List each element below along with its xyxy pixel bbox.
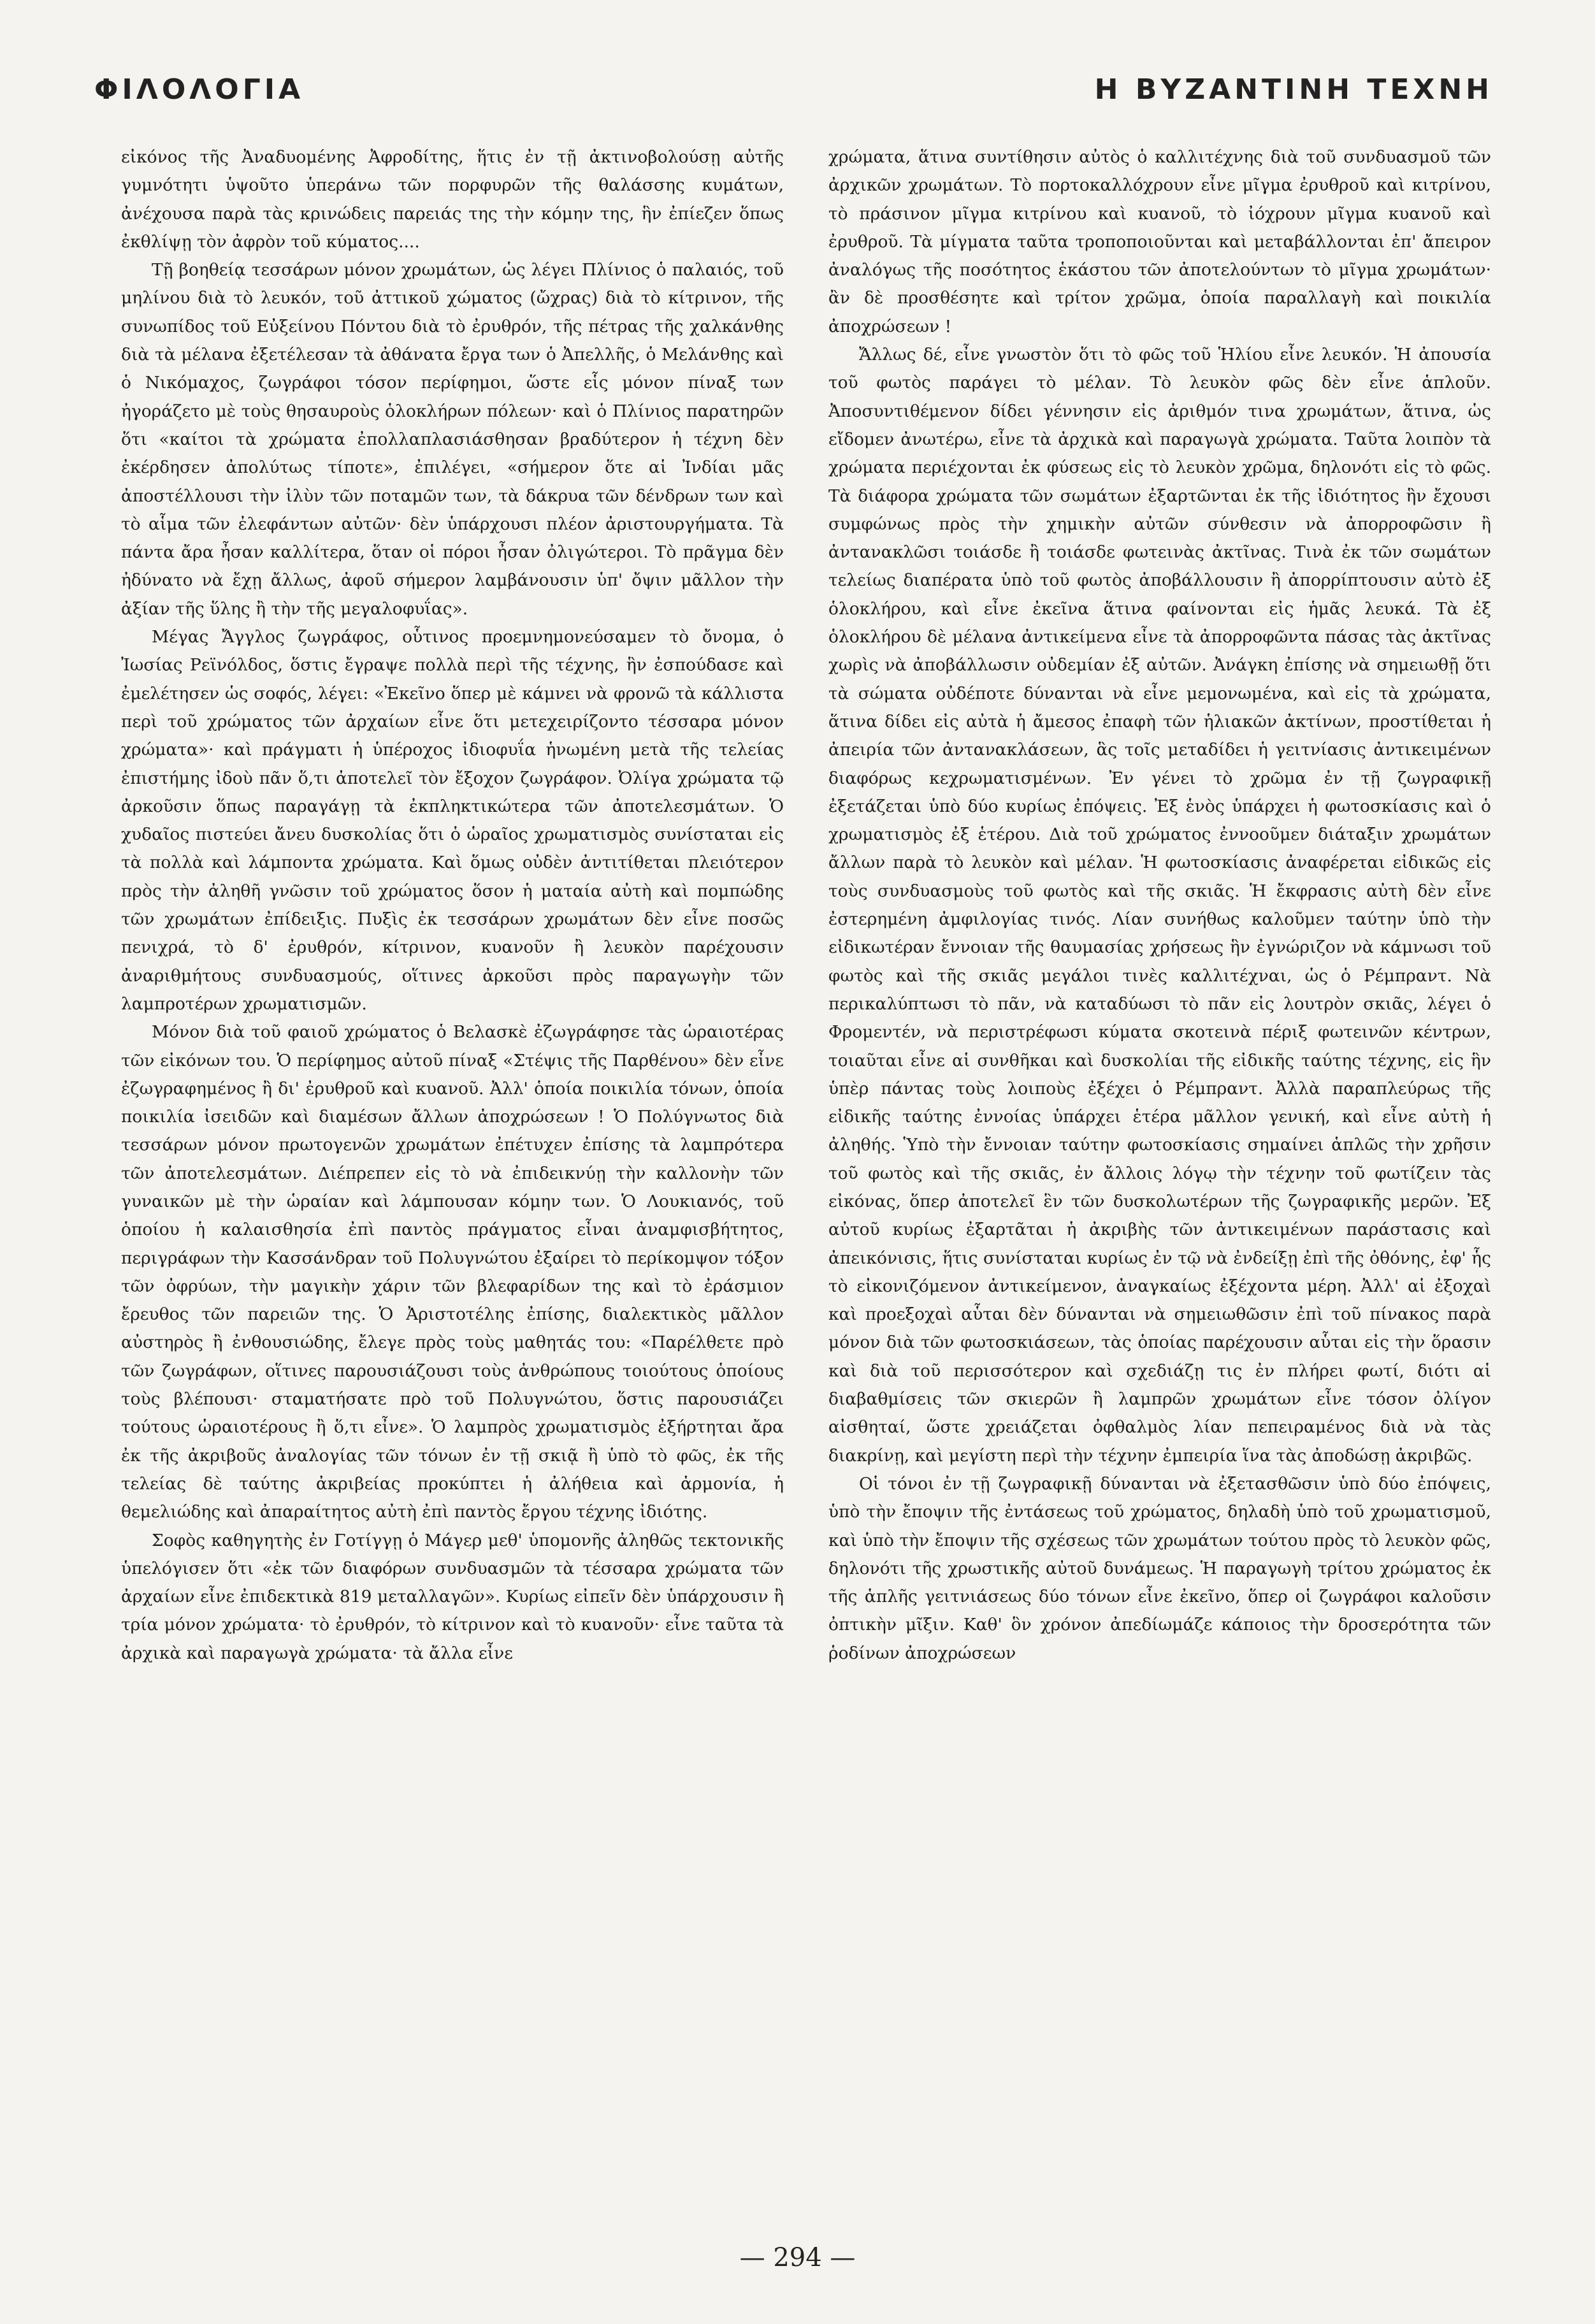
paragraph: Ἄλλως δέ, εἶνε γνωστὸν ὅτι τὸ φῶς τοῦ Ἡλίου εἶνε λευκόν. Ἡ ἀπουσία τοῦ φωτὸς παράγει τὸ μέλαν. Τὸ λευκὸν φῶς δὲν εἶνε ἁπλοῦν. Ἀποσυντιθέμενον δίδει γέννησιν εἰς ἀριθμόν τινα χρωμάτων, ἅτινα, ὡς εἴδομεν ἀνωτέρω, εἶνε τὰ ἀρχικὰ καὶ παραγωγὰ χρώματα. Ταῦτα λοιπὸν τὰ χρώματα περιέχονται ἐκ φύσεως εἰς τὸ λευκὸν χρῶμα, δηλονότι εἰς τὸ φῶς. Τὰ διάφορα χρώματα τῶν σωμάτων ἐξαρτῶνται ἐκ τῆς ἰδιότητος ἣν ἔχουσι συμφώνως πρὸς τὴν χημικὴν αὐτῶν σύνθεσιν νὰ ἀπορροφῶσιν ἢ ἀντανακλῶσι τοιάσδε ἢ τοιάσδε φωτεινὰς ἀκτῖνας. Τινὰ ἐκ τῶν σωμάτων τελείως διαπέρατα ὑπὸ τοῦ φωτὸς ἀποβάλλουσιν ἢ ἀπορρίπτουσιν αὐτὸ ἐξ ὁλοκλήρου, καὶ εἶνε ἐκεῖνα ἅτινα φαίνονται εἰς ἡμᾶς λευκά. Τὰ ἐξ ὁλοκλήρου δὲ μέλανα ἀντικείμενα εἶνε τὰ ἀπορροφῶντα πάσας τὰς ἀκτῖνας χωρὶς νὰ ἀποβάλλωσιν οὐδεμίαν ἐξ αὐτῶν. Ἀνάγκη ἐπίσης νὰ σημειωθῇ ὅτι τὰ σώματα οὐδέποτε δύνανται νὰ εἶνε μεμονωμένα, καὶ εἰς τὰ χρώματα, ἅτινα δίδει εἰς αὐτὰ ἡ ἄμεσος ἐπαφὴ τῶν ἡλιακῶν ἀκτίνων, προστίθεται ἡ ἀπειρία τῶν ἀντανακλάσεων, ἃς τοῖς μεταδίδει ἡ γειτνίασις ἀντικειμένων διαφόρως κεχρωματισμένων. Ἐν γένει τὸ χρῶμα ἐν τῇ ζωγραφικῇ ἐξετάζεται ὑπὸ δύο κυρίως ἐπόψεις. Ἐξ ἑνὸς ὑπάρχει ἡ φωτοσκίασις καὶ ὁ χρωματισμὸς ἐξ ἑτέρου. Διὰ τοῦ χρώματος ἐννοοῦμεν διάταξιν χρωμάτων ἄλλων παρὰ τὸ λευκὸν καὶ μέλαν. Ἡ φωτοσκίασις ἀναφέρεται εἰδικῶς εἰς τοὺς συνδυασμοὺς τοῦ φωτὸς καὶ τῆς σκιᾶς. Ἡ ἔκφρασις αὐτὴ δὲν εἶνε ἐστερημένη ἀμφιλογίας τινός. Λίαν συνήθως καλοῦμεν ταύτην ὑπὸ τὴν εἰδικωτέραν ἔννοιαν τῆς θαυμασίας χρήσεως ἣν ἐγνώριζον νὰ κάμνωσι τοῦ φωτὸς καὶ τῆς σκιᾶς μεγάλοι τινὲς καλλιτέχναι, ὡς ὁ Ρέμπραντ. Νὰ περικαλύπτωσι τὸ πᾶν, νὰ καταδύωσι τὸ πᾶν εἰς λουτρὸν σκιᾶς, λέγει ὁ Φρομεντέν, νὰ περιστρέφωσι κύματα σκοτεινὰ πέριξ φωτεινῶν κέντρων, τοιαῦται εἶνε αἱ συνθῆκαι καὶ δυσκολίαι τῆς εἰδικῆς ταύτης τέχνης, εἰς ἣν ὑπὲρ πάντας τοὺς λοιποὺς ἐξέχει ὁ Ρέμπραντ. Ἀλλὰ παραπλεύρως τῆς εἰδικῆς ταύτης ἐννοίας ὑπάρχει ἑτέρα μᾶλλον γενική, καὶ εἶνε αὐτὴ ἡ ἀληθής. Ὑπὸ τὴν ἔννοιαν ταύτην φωτοσκίασις σημαίνει ἁπλῶς τὴν χρῆσιν τοῦ φωτὸς καὶ τῆς σκιᾶς, ἐν ἄλλοις λόγῳ τὴν τέχνην τοῦ φωτίζειν τὰς εἰκόνας, ὅπερ ἀποτελεῖ ἓν τῶν δυσκολωτέρων τῆς ζωγραφικῆς μερῶν. Ἐξ αὐτοῦ κυρίως ἐξαρτᾶται ἡ ἀκριβὴς τῶν ἀντικειμένων παράστασις καὶ ἀπεικόνισις, ἥτις συνίσταται κυρίως ἐν τῷ νὰ ἐνδείξῃ ἐπὶ τῆς ὀθόνης, ἐφ' ἧς τὸ εἰκονιζόμενον ἀντικείμενον, ἀναγκαίως ἐξέχοντα μέρη. Ἀλλ' αἱ ἐξοχαὶ καὶ προεξοχαὶ αὗται δὲν δύνανται νὰ σημειωθῶσιν ἐπὶ τοῦ πίνακος παρὰ μόνον διὰ τῶν φωτοσκιάσεων, τὰς ὁποίας παρέχουσιν αὗται εἰς τὴν ὅρασιν καὶ διὰ τοῦ περισσότερον καὶ σχεδιάζῃ τις ἐν πλήρει φωτί, διότι αἱ διαβαθμίσεις τῶν σκιερῶν ἢ λαμπρῶν χρωμάτων εἶνε τόσον ὀλίγον αἰσθηταί, ὥστε χρειάζεται ὀφθαλμὸς λίαν πεπειραμένος διὰ νὰ τὰς διακρίνῃ, καὶ μεγίστη περὶ τὴν τέχνην ἐμπειρία ἵνα τὰς ἀποδώσῃ ἀκριβῶς. [828, 345, 1491, 1466]
paragraph: χρώματα, ἅτινα συντίθησιν αὐτὸς ὁ καλλιτέχνης διὰ τοῦ συνδυασμοῦ τῶν ἀρχικῶν χρωμάτων. Τὸ πορτοκαλλόχρουν εἶνε μῖγμα ἐρυθροῦ καὶ κιτρίνου, τὸ πράσινον μῖγμα κιτρίνου καὶ κυανοῦ, τὸ ἰόχρουν μῖγμα κυανοῦ καὶ ἐρυθροῦ. Τὰ μίγματα ταῦτα τροποποιοῦνται καὶ μεταβάλλονται ἐπ' ἄπειρον ἀναλόγως τῆς ποσότητος ἑκάστου τῶν ἀποτελούντων τὸ μῖγμα χρωμάτων· ἂν δὲ προσθέσητε καὶ τρίτον χρῶμα, ὁποία παραλλαγὴ καὶ ποικιλία ἀποχρώσεων ! [828, 147, 1491, 336]
paragraph: Σοφὸς καθηγητὴς ἐν Γοτίγγῃ ὁ Μάγερ μεθ' ὑπομονῆς ἀληθῶς τεκτονικῆς ὑπελόγισεν ὅτι «ἐκ τῶν διαφόρων συνδυασμῶν τὰ τέσσαρα χρώματα τῶν ἀρχαίων εἶνε ἐπιδεκτικὰ 819 μεταλλαγῶν». Κυρίως εἰπεῖν δὲν ὑπάρχουσιν ἢ τρία μόνον χρώματα· τὸ ἐρυθρόν, τὸ κίτρινον καὶ τὸ κυανοῦν· εἶνε ταῦτα τὰ ἀρχικὰ καὶ παραγωγὰ χρώματα· τὰ ἄλλα εἶνε [121, 1530, 784, 1663]
paragraph: Οἱ τόνοι ἐν τῇ ζωγραφικῇ δύνανται νὰ ἐξετασθῶσιν ὑπὸ δύο ἐπόψεις, ὑπὸ τὴν ἔποψιν τῆς ἐντάσεως τοῦ χρώματος, δηλαδὴ ὑπὸ τοῦ χρωματισμοῦ, καὶ ὑπὸ τὴν ἔποψιν τῆς σχέσεως τῶν χρωμάτων τούτου πρὸς τὸ λευκὸν φῶς, δηλονότι τῆς χρωστικῆς αὐτοῦ δυνάμεως. Ἡ παραγωγὴ τρίτου χρώματος ἐκ τῆς ἁπλῆς γειτνιάσεως δύο τόνων εἶνε ἐκεῖνο, ὅπερ οἱ ζωγράφοι καλοῦσιν ὀπτικὴν μῖξιν. Καθ' ὃν χρόνον ἀπεδίωμάζε κάποιος τὴν δροσερότητα τῶν ῥοδίνων ἀποχρώσεων [828, 1473, 1491, 1663]
paragraph: εἰκόνος τῆς Ἀναδυομένης Ἀφροδίτης, ἥτις ἐν τῇ ἀκτινοβολούσῃ αὐτῆς γυμνότητι ὑψοῦτο ὑπεράνω τῶν πορφυρῶν τῆς θαλάσσης κυμάτων, ἀνέχουσα παρὰ τὰς κρινώδεις παρειάς της τὴν κόμην της, ἣν ἐπίεζεν ὅπως ἐκθλίψῃ τὸν ἀφρὸν τοῦ κύματος.... [121, 147, 784, 252]
paragraph: Τῇ βοηθείᾳ τεσσάρων μόνον χρωμάτων, ὡς λέγει Πλίνιος ὁ παλαιός, τοῦ μηλίνου διὰ τὸ λευκόν, τοῦ ἀττικοῦ χώματος (ὤχρας) διὰ τὸ κίτρινον, τῆς συνωπίδος τοῦ Εὐξείνου Πόντου διὰ τὸ ἐρυθρόν, τῆς πέτρας τῆς χαλκάνθης διὰ τὰ μέλανα ἐξετέλεσαν τὰ ἀθάνατα ἔργα των ὁ Ἀπελλῆς, ὁ Μελάνθης καὶ ὁ Νικόμαχος, ζωγράφοι τόσον περίφημοι, ὥστε εἷς μόνον πίναξ των ἠγοράζετο μὲ τοὺς θησαυροὺς ὁλοκλήρων πόλεων· καὶ ὁ Πλίνιος παρατηρῶν ὅτι «καίτοι τὰ χρώματα ἐπολλαπλασιάσθησαν βραδύτερον ἡ τέχνη δὲν ἐκέρδησεν ἀπολύτως τίποτε», ἐπιλέγει, «σήμερον ὅτε αἱ Ἰνδίαι μᾶς ἀποστέλλουσι τὴν ἰλὺν τῶν ποταμῶν των, τὰ δάκρυα τῶν δένδρων των καὶ τὸ αἷμα τῶν ἐλεφάντων αὐτῶν· δὲν ὑπάρχουσι πλέον ἀριστουργήματα. Τὰ πάντα ἄρα ἦσαν καλλίτερα, ὅταν οἱ πόροι ἦσαν ὀλιγώτεροι. Τὸ πρᾶγμα δὲν ἠδύνατο νὰ ἔχῃ ἄλλως, ἀφοῦ σήμερον λαμβάνουσιν ὑπ' ὄψιν μᾶλλον τὴν ἀξίαν τῆς ὕλης ἢ τὴν τῆς μεγαλοφυΐας». [121, 260, 784, 619]
running-head-right: Η ΒΥΖΑΝΤΙΝΗ ΤΕΧΝΗ [1094, 73, 1493, 106]
running-head-left: ΦΙΛΟΛΟΓΙΑ [94, 73, 305, 106]
paragraph: Μέγας Ἄγγλος ζωγράφος, οὗτινος προεμνημονεύσαμεν τὸ ὄνομα, ὁ Ἰωσίας Ρεϊνόλδος, ὅστις ἔγραψε πολλὰ περὶ τῆς τέχνης, ἣν ἐσπούδασε καὶ ἐμελέτησεν ὡς σοφός, λέγει: «Ἐκεῖνο ὅπερ μὲ κάμνει νὰ φρονῶ τὰ κάλλιστα περὶ τοῦ χρώματος τῶν ἀρχαίων εἶνε ὅτι μετεχειρίζοντο τέσσαρα μόνον χρώματα»· καὶ πράγματι ἡ ὑπέροχος ἰδιοφυΐα ἡνωμένη μετὰ τῆς τελείας ἐπιστήμης ἰδοὺ πᾶν ὅ,τι ἀποτελεῖ τὸν ἔξοχον ζωγράφον. Ὀλίγα χρώματα τῷ ἀρκοῦσιν ὅπως παραγάγῃ τὰ ἐκπληκτικώτερα τῶν ἀποτελεσμάτων. Ὁ χυδαῖος πιστεύει ἄνευ δυσκολίας ὅτι ὁ ὡραῖος χρωματισμὸς συνίσταται εἰς τὰ πολλὰ καὶ λάμποντα χρώματα. Καὶ ὅμως οὐδὲν ἀντιτίθεται πλειότερον πρὸς τὴν ἀληθῆ γνῶσιν τοῦ χρώματος ὅσον ἡ ματαία αὐτὴ καὶ πομπώδης τῶν χρωμάτων ἐπίδειξις. Πυξὶς ἐκ τεσσάρων χρωμάτων δὲν εἶνε ποσῶς πενιχρά, τὸ δ' ἐρυθρόν, κίτρινον, κυανοῦν ἢ λευκὸν παρέχουσιν ἀναριθμήτους συνδυασμούς, οἵτινες ἀρκοῦσι πρὸς παραγωγὴν τῶν λαμπροτέρων χρωματισμῶν. [121, 627, 784, 1014]
page-number: — 294 — [739, 2243, 856, 2272]
text-column-left [121, 143, 784, 2132]
paragraph: Μόνον διὰ τοῦ φαιοῦ χρώματος ὁ Βελασκὲ ἐζωγράφησε τὰς ὡραιοτέρας τῶν εἰκόνων του. Ὁ περίφημος αὐτοῦ πίναξ «Στέψις τῆς Παρθένου» δὲν εἶνε ἐζωγραφημένος ἢ δι' ἐρυθροῦ καὶ κυανοῦ. Ἀλλ' ὁποία ποικιλία τόνων, ὁποία ποικιλία ἰσειδῶν καὶ διαμέσων ἄλλων ἀποχρώσεων ! Ὁ Πολύγνωτος διὰ τεσσάρων μόνον πρωτογενῶν χρωμάτων ἐπέτυχεν ἐπίσης τὰ λαμπρότερα τῶν ἀποτελεσμάτων. Διέπρεπεν εἰς τὸ νὰ ἐπιδεικνύῃ τὴν καλλονὴν τῶν γυναικῶν μὲ τὴν ὡραίαν καὶ λάμπουσαν κόμην των. Ὁ Λουκιανός, τοῦ ὁποίου ἡ καλαισθησία ἐπὶ παντὸς πράγματος εἶναι ἀναμφισβήτητος, περιγράφων τὴν Κασσάνδραν τοῦ Πολυγνώτου ἐξαίρει τὸ περίκομψον τόξον τῶν ὀφρύων, τὴν μαγικὴν χάριν τῶν βλεφαρίδων της καὶ τὸ ἐράσμιον ἔρευθος τῶν παρειῶν της. Ὁ Ἀριστοτέλης ἐπίσης, διαλεκτικὸς μᾶλλον αὐστηρὸς ἢ ἐνθουσιώδης, ἔλεγε πρὸς τοὺς μαθητάς του: «Παρέλθετε πρὸ τῶν ζωγράφων, οἵτινες παρουσιάζουσι τοὺς ἀνθρώπους τοιούτους ὁποίους τοὺς βλέπουσι· σταματήσατε πρὸ τοῦ Πολυγνώτου, ὅστις παρουσιάζει τούτους ὡραιοτέρους ἢ ὅ,τι εἶνε». Ὁ λαμπρὸς χρωματισμὸς ἐξήρτηται ἄρα ἐκ τῆς ἀκριβοῦς ἀναλογίας τῶν τόνων ἐν τῇ σκιᾷ ἢ ὑπὸ τὸ φῶς, ἐκ τῆς τελείας δὲ ταύτης ἀκριβείας προκύπτει ἡ ἀλήθεια καὶ ἁρμονία, ἡ θεμελιώδης καὶ ἀπαραίτητος αὐτὴ ἐπὶ παντὸς ἔργου τέχνης ἰδιότης. [121, 1022, 784, 1522]
text-column-right [828, 143, 1491, 2132]
